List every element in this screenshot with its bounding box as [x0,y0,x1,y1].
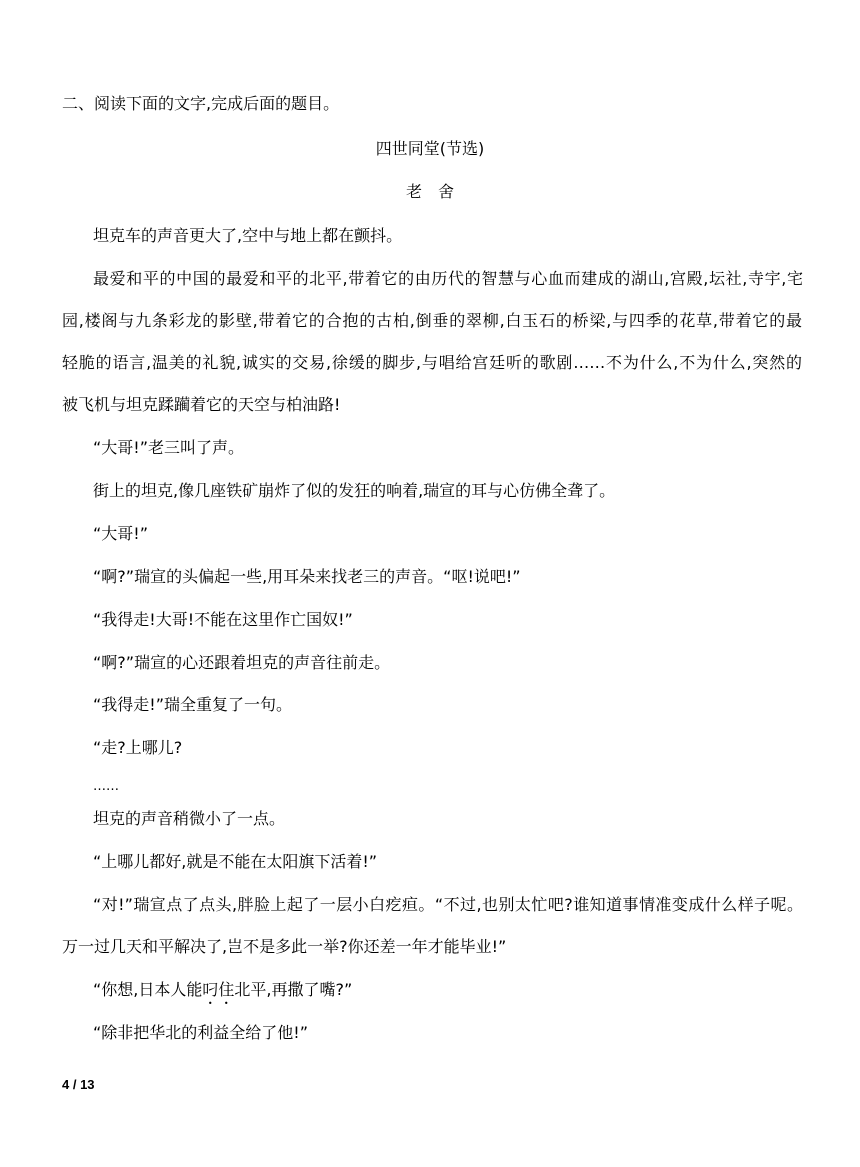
emphasized-word: 叼住 [202,980,235,999]
omission-mark: …… [93,779,119,794]
page-number: 4 / 13 [62,1077,95,1092]
paragraph-2-line-4: 被飞机与坦克蹂躏着它的天空与柏油路! [62,395,341,414]
paragraph-15-post: 北平,再撒了嘴?” [234,980,353,999]
article-author: 老舍 [405,182,470,201]
paragraph-8: “啊?”瑞宣的心还跟着坦克的声音往前走。 [93,653,391,672]
paragraph-14-line-2: 万一过几天和平解决了,岂不是多此一举?你还差一年才能毕业!” [62,937,507,956]
question-header: 二、阅读下面的文字,完成后面的题目。 [62,94,340,113]
paragraph-12: 坦克的声音稍微小了一点。 [93,809,286,828]
paragraph-3: “大哥!”老三叫了声。 [93,438,244,457]
paragraph-2-line-1: 最爱和平的中国的最爱和平的北平,带着它的由历代的智慧与心血而建成的湖山,宫殿,坛社,寺宇,宅 [93,269,803,288]
paragraph-15-pre: “你想,日本人能 [93,980,203,999]
paragraph-1: 坦克车的声音更大了,空中与地上都在颤抖。 [93,226,403,245]
paragraph-10: “走?上哪儿? [93,738,183,757]
paragraph-4: 街上的坦克,像几座铁矿崩炸了似的发狂的响着,瑞宣的耳与心仿佛全聋了。 [93,481,616,500]
article-title: 四世同堂(节选) [375,139,485,158]
paragraph-16: “除非把华北的利益全给了他!” [93,1023,308,1042]
paragraph-14-line-1: “对!”瑞宣点了点头,胖脸上起了一层小白疙疸。“不过,也别太忙吧?谁知道事情准变成什么样子呢。 [93,895,803,914]
paragraph-9: “我得走!”瑞全重复了一句。 [93,695,292,714]
paragraph-15 [93,979,803,1008]
paragraph-7: “我得走!大哥!不能在这里作亡国奴!” [93,610,353,629]
paragraph-5: “大哥!” [93,524,148,543]
paragraph-13: “上哪儿都好,就是不能在太阳旗下活着!” [93,852,378,871]
paragraph-6: “啊?”瑞宣的头偏起一些,用耳朵来找老三的声音。“呕!说吧!” [93,567,521,586]
paragraph-2-line-3: 轻脆的语言,温美的礼貌,诚实的交易,徐缓的脚步,与唱给宫廷听的歌剧……不为什么,不为什么,突然的 [62,353,802,372]
paragraph-2-line-2: 园,楼阁与九条彩龙的影壁,带着它的合抱的古柏,倒垂的翠柳,白玉石的桥梁,与四季的花草,带着它的最 [62,311,802,330]
